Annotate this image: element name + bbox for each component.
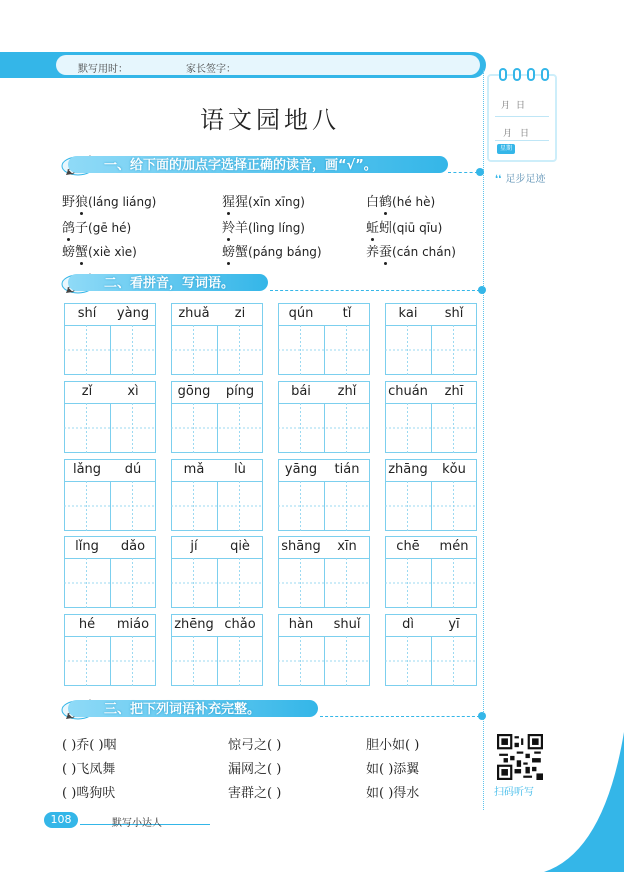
character-box[interactable] bbox=[385, 481, 477, 531]
calendar-date: 月日 bbox=[501, 101, 532, 111]
pinyin-label: hé miáo bbox=[78, 617, 150, 632]
choice-item: 鸽子(gē hé) bbox=[62, 221, 132, 236]
character-box[interactable] bbox=[385, 636, 477, 686]
pinyin-writing-cell[interactable] bbox=[278, 536, 370, 608]
character-box[interactable] bbox=[64, 636, 156, 686]
choice-item: 羚羊(lìng líng) bbox=[222, 221, 305, 236]
pinyin-writing-cell[interactable] bbox=[385, 459, 477, 531]
pinyin-label: zǐ xì bbox=[81, 384, 139, 399]
choice-item: 螃蟹(xiè xìe) bbox=[62, 245, 137, 260]
idiom-blank[interactable]: ( )飞凤舞 bbox=[62, 762, 116, 777]
pinyin-label: lǐng dǎo bbox=[75, 539, 146, 554]
pinyin-label: zhēng chǎo bbox=[174, 617, 256, 632]
idiom-blank[interactable]: 胆小如( ) bbox=[366, 738, 420, 753]
choice-item: 蚯蚓(qiū qīu) bbox=[366, 221, 443, 236]
character-box[interactable] bbox=[171, 481, 263, 531]
idiom-blank[interactable]: 漏网之( ) bbox=[228, 762, 282, 777]
character-box[interactable] bbox=[278, 636, 370, 686]
pinyin-writing-cell[interactable] bbox=[385, 303, 477, 375]
calendar-badge: 星期 bbox=[497, 144, 515, 154]
page-title: 语文园地八 bbox=[200, 106, 340, 134]
character-box[interactable] bbox=[278, 403, 370, 453]
parent-signature-label: 家长签字： bbox=[186, 64, 236, 75]
pinyin-label: hàn shuǐ bbox=[288, 617, 361, 632]
character-box[interactable] bbox=[171, 403, 263, 453]
pinyin-writing-cell[interactable] bbox=[64, 459, 156, 531]
section-3-header bbox=[60, 696, 484, 720]
idiom-blank[interactable]: 如( )得水 bbox=[366, 786, 420, 801]
character-box[interactable] bbox=[171, 636, 263, 686]
page-number: 108 bbox=[44, 812, 78, 828]
pinyin-writing-cell[interactable] bbox=[385, 614, 477, 686]
calendar-weekday: 月日 bbox=[503, 129, 538, 139]
footsteps-label: ❛❛ 足步足迹 bbox=[495, 174, 546, 185]
pinyin-label: chē mén bbox=[396, 539, 469, 554]
footprint-icon: ❛❛ bbox=[495, 174, 502, 185]
pinyin-label: yāng tián bbox=[284, 462, 360, 477]
pinyin-label: chuán zhī bbox=[388, 384, 464, 399]
pinyin-label: shāng xīn bbox=[281, 539, 357, 554]
pinyin-writing-cell[interactable] bbox=[64, 614, 156, 686]
qr-label: 扫码听写 bbox=[494, 787, 534, 798]
pinyin-writing-cell[interactable] bbox=[171, 536, 263, 608]
pinyin-writing-cell[interactable] bbox=[385, 536, 477, 608]
marked-char: 狼 bbox=[75, 195, 89, 210]
pinyin-label: zhuǎ zi bbox=[178, 306, 246, 321]
section-2-header bbox=[60, 270, 484, 294]
character-box[interactable] bbox=[385, 558, 477, 608]
idiom-blank[interactable]: 害群之( ) bbox=[228, 786, 282, 801]
header-inner bbox=[56, 55, 480, 75]
pinyin-label: qún tǐ bbox=[288, 306, 352, 321]
qr-code-icon[interactable] bbox=[497, 734, 543, 780]
pinyin-writing-cell[interactable] bbox=[171, 303, 263, 375]
pinyin-label: dì yī bbox=[402, 617, 460, 632]
character-box[interactable] bbox=[278, 325, 370, 375]
choice-item: 螃蟹(páng báng) bbox=[222, 245, 322, 260]
pinyin-writing-cell[interactable] bbox=[64, 381, 156, 453]
character-box[interactable] bbox=[171, 325, 263, 375]
corner-decoration bbox=[544, 732, 624, 872]
header-bar bbox=[0, 52, 486, 78]
section-3-title: 三、把下列词语补充完整。 bbox=[104, 702, 261, 717]
character-box[interactable] bbox=[278, 481, 370, 531]
pinyin-writing-cell[interactable] bbox=[171, 381, 263, 453]
pinyin-writing-cell[interactable] bbox=[64, 303, 156, 375]
pinyin-writing-cell[interactable] bbox=[171, 459, 263, 531]
pinyin-writing-cell[interactable] bbox=[278, 381, 370, 453]
section-2-title: 二、看拼音，写词语。 bbox=[104, 276, 235, 291]
pinyin-label: shí yàng bbox=[77, 306, 150, 321]
choice-item: 野狼(láng liáng) bbox=[62, 195, 157, 210]
choice-item: 养蚕(cán chán) bbox=[366, 245, 456, 260]
character-box[interactable] bbox=[64, 403, 156, 453]
character-box[interactable] bbox=[278, 558, 370, 608]
pinyin-writing-cell[interactable] bbox=[278, 303, 370, 375]
pinyin-label: bái zhǐ bbox=[291, 384, 357, 399]
idiom-blank[interactable]: 惊弓之( ) bbox=[228, 738, 282, 753]
pinyin-writing-cell[interactable] bbox=[278, 614, 370, 686]
pinyin-label: zhāng kǒu bbox=[388, 462, 466, 477]
pinyin-writing-cell[interactable] bbox=[171, 614, 263, 686]
character-box[interactable] bbox=[64, 481, 156, 531]
pinyin-label: kai shǐ bbox=[398, 306, 464, 321]
choice-item: 猩猩(xīn xīng) bbox=[222, 195, 305, 210]
time-label: 默写用时： bbox=[78, 64, 128, 75]
idiom-blank[interactable]: 如( )添翼 bbox=[366, 762, 420, 777]
character-box[interactable] bbox=[385, 403, 477, 453]
character-box[interactable] bbox=[64, 325, 156, 375]
section-1-title: 一、给下面的加点字选择正确的读音，画“√”。 bbox=[104, 158, 377, 173]
character-box[interactable] bbox=[64, 558, 156, 608]
character-box[interactable] bbox=[385, 325, 477, 375]
section-1-header bbox=[60, 152, 480, 176]
book-name: 默写小达人 bbox=[112, 818, 162, 829]
pinyin-label: gōng píng bbox=[177, 384, 255, 399]
pinyin-writing-cell[interactable] bbox=[385, 381, 477, 453]
choice-item: 白鹤(hé hè) bbox=[366, 195, 436, 210]
pinyin-writing-cell[interactable] bbox=[64, 536, 156, 608]
pinyin-label: mǎ lù bbox=[183, 462, 246, 477]
idiom-blank[interactable]: ( )鸣狗吠 bbox=[62, 786, 116, 801]
pinyin-label: lǎng dú bbox=[72, 462, 142, 477]
pinyin-label: jí qiè bbox=[190, 539, 250, 554]
idiom-blank[interactable]: ( )乔( )咽 bbox=[62, 738, 117, 753]
character-box[interactable] bbox=[171, 558, 263, 608]
pinyin-writing-cell[interactable] bbox=[278, 459, 370, 531]
